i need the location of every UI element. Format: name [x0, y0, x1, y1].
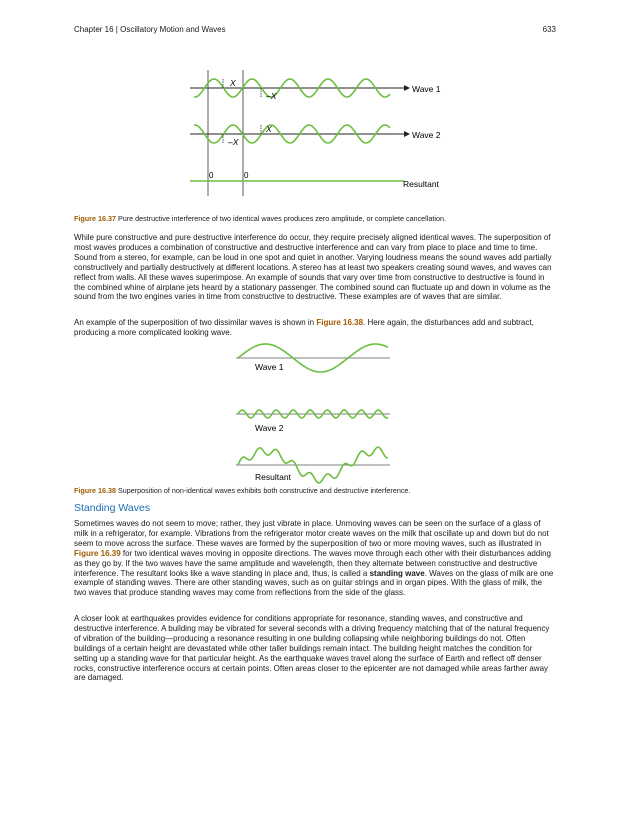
figure-16-37 — [180, 62, 460, 196]
standing-wave-term: standing wave — [369, 568, 425, 578]
fig37-wave1-label: Wave 1 — [412, 84, 441, 94]
paragraph-earthquakes: A closer look at earthquakes provides evidence for conditions appropriate for resonance, standing waves, and constructive and destructive interference. A building may be vibrated for several seconds with a driving frequency matching that of the natural frequency of vibration of the building—producing a resonance resulting in one building collapsing while neighboring buildings do not. Often buildings of a certain height are devastated while other taller buildings remain intact. The building height matches the condition for setting up a standing wave for that particular height. As the earthquake waves travel along the surface of Earth and reflect off denser rocks, constructive interference occurs at certain points. Often areas closer to the epicenter are not damaged while areas farther away are damaged. — [74, 614, 550, 683]
para3-part2: for two identical waves moving in opposite directions. The waves move through each other with their disturbances adding as they go by. If the two waves have the same amplitude and wavelength, then they alternate between constructive and destructive interference. The resultant looks like a wave standing in place and, thus, is called a — [74, 548, 551, 578]
figure-16-38-caption-text: Superposition of non-identical waves exhibits both constructive and destructive interference. — [115, 486, 411, 495]
page-number: 633 — [542, 25, 556, 34]
paragraph-dissimilar-waves — [74, 318, 556, 338]
wave2-negx-label: –X — [228, 137, 239, 147]
para3-part3: . Waves on the glass of milk are one example of standing waves. There are other standing waves, such as on guitar strings and in organ pipes. With the glass of milk, the two waves that produce standing waves may come from reflections from the side of the glass. — [74, 568, 554, 598]
wave1-negx-label: –X — [266, 91, 277, 101]
para2-text-after: . Here again, the disturbances add and subtract, producing a more complicated looking wave. — [74, 318, 534, 337]
figure-16-37-caption-text: Pure destructive interference of two identical waves produces zero amplitude, or complete cancellation. — [115, 214, 446, 223]
figure-16-38-link[interactable]: Figure 16.38 — [316, 318, 364, 327]
fig38-resultant-label: Resultant — [255, 472, 291, 482]
zero-label-right: 0 — [244, 171, 249, 180]
figure-16-39-link[interactable]: Figure 16.39 — [74, 548, 121, 558]
paragraph-standing-waves — [74, 519, 556, 598]
para2-text-before: An example of the superposition of two dissimilar waves is shown in — [74, 318, 317, 327]
zero-label-left: 0 — [209, 171, 214, 180]
page-header — [74, 25, 556, 34]
paragraph-interference: While pure constructive and pure destructive interference do occur, they require precisely aligned identical waves. The superposition of most waves produces a combination of constructive and destructive interference and can vary from place to place and time to time. Sound from a stereo, for example, can be loud in one spot and quiet in another. Varying loudness means the sound waves add partially constructively and partially destructively at different locations. A stereo has at least two speakers creating sound waves, and waves can reflect from walls. All these waves superimpose. An example of sounds that vary over time from constructive to destructive is found in the combined whine of airplane jets heard by a stationary passenger. The combined sound can fluctuate up and down in volume as the sound from the two engines varies in time from constructive to destructive. These examples are of waves that are similar. — [74, 233, 552, 302]
chapter-title: Chapter 16 | Oscillatory Motion and Waves — [74, 25, 226, 34]
fig38-wave2-label: Wave 2 — [255, 423, 284, 433]
wave2-x-label: X — [266, 124, 272, 134]
fig37-resultant-label: Resultant — [403, 179, 439, 189]
figure-16-37-caption — [74, 214, 556, 223]
figure-16-38-caption — [74, 486, 556, 495]
figure-16-38-caption-label: Figure 16.38 — [74, 486, 116, 495]
fig37-wave2-label: Wave 2 — [412, 130, 441, 140]
wave2-arrowhead — [404, 131, 410, 137]
wave1-arrowhead — [404, 85, 410, 91]
figure-16-38 — [230, 338, 400, 484]
para3-part1: Sometimes waves do not seem to move; rather, they just vibrate in place. Unmoving waves can be seen on the surface of a glass of milk in a refrigerator, for example. Vibrations from the refrigerator motor create waves on the milk that oscillate up and down but do not seem to move across the surface. These waves are formed by the superposition of two or more moving waves, such as illustrated in — [74, 519, 549, 548]
wave1-x-label: X — [230, 78, 236, 88]
fig38-wave1-label: Wave 1 — [255, 362, 284, 372]
figure-16-37-caption-label: Figure 16.37 — [74, 214, 116, 223]
section-title-standing-waves: Standing Waves — [74, 502, 151, 514]
